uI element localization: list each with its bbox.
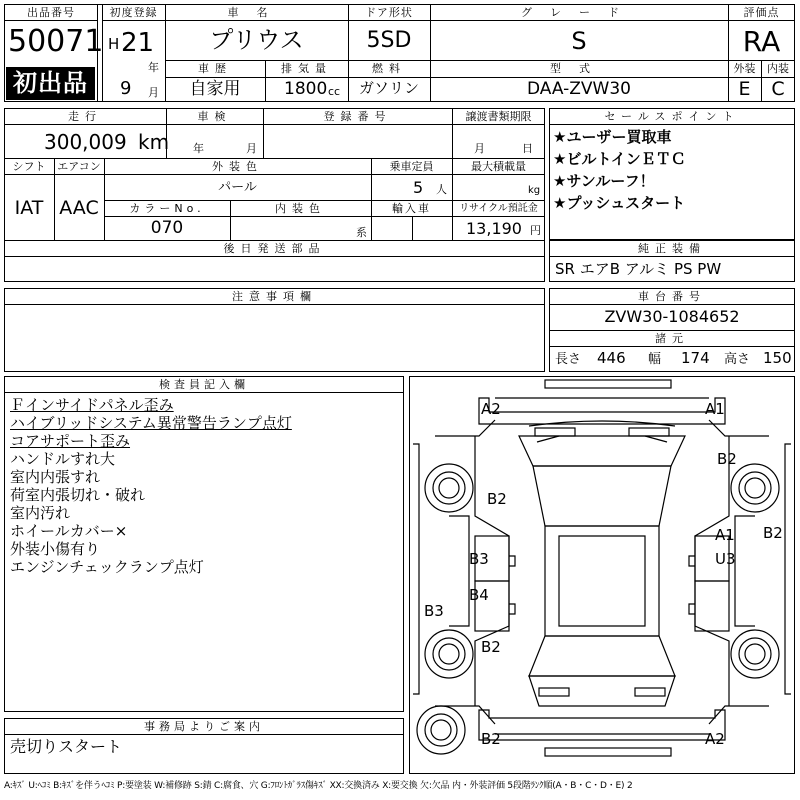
sales-points-label: セールスポイント xyxy=(604,110,740,123)
lot-number: 50071 xyxy=(8,24,104,59)
displacement-unit: cc xyxy=(328,85,341,98)
mark-rear-bumper-right: A2 xyxy=(705,730,725,748)
exterior-value: E xyxy=(738,78,751,100)
color-no-value: 070 xyxy=(150,218,184,238)
reg-month: 9 xyxy=(120,78,132,99)
history-label: 車歴 xyxy=(198,62,232,75)
model-label: 型式 xyxy=(550,62,608,75)
inspector-note: コアサポート歪み xyxy=(10,432,131,450)
footer-legend: A:ｷｽﾞ U:ﾍｺﾐ B:ｷｽﾞを伴うﾍｺﾐ P:要塗装 W:補修跡 S:錆 C:腐食、穴 G:ﾌﾛﾝﾄｶﾞﾗｽ傷ｷｽﾞ XX:交換済み X:要交換 欠:欠品 内・外装評価 5段階ﾗﾝｸ順(A・B・C・D・E) 2 xyxy=(4,781,633,791)
grade-value: S xyxy=(571,27,587,55)
reg-year: 21 xyxy=(121,28,155,58)
mark-trunk: B2 xyxy=(481,638,501,656)
fuel-label: 燃料 xyxy=(372,62,406,75)
first-reg-label: 初度登録 xyxy=(109,6,158,19)
chassis-label: 車台番号 xyxy=(638,290,706,303)
grade-label: グレード xyxy=(521,6,637,19)
mark-hood: B2 xyxy=(487,490,507,508)
score-value: RA xyxy=(742,25,781,58)
inspection-label: 車検 xyxy=(197,110,232,123)
inspector-note: 荷室内張切れ・破れ xyxy=(10,486,146,504)
recycle-unit: 円 xyxy=(530,224,541,237)
model-value: DAA-ZVW30 xyxy=(526,79,631,99)
inspector-note: 室内内張すれ xyxy=(10,468,101,486)
displacement-value: 1800 xyxy=(284,79,328,99)
mark-rear-bumper-left: B2 xyxy=(481,730,501,748)
fuel-value: ガソリン xyxy=(358,79,419,97)
shift-label: シフト xyxy=(12,160,46,173)
month-unit: 月 xyxy=(148,86,159,99)
inspector-note: エンジンチェックランプ点灯 xyxy=(10,558,204,576)
inspector-note: ホイールカバー× xyxy=(10,522,128,540)
capacity-label: 乗車定員 xyxy=(389,160,434,173)
later-parts-label: 後日発送部品 xyxy=(223,242,326,255)
mileage-value: 300,009 xyxy=(44,130,127,154)
chassis-value: ZVW30-1084652 xyxy=(604,307,740,326)
car-diagram xyxy=(409,376,795,774)
height-value: 150 xyxy=(763,349,792,367)
interior-value: C xyxy=(771,78,785,100)
era: H xyxy=(108,35,120,53)
length-label: 長さ xyxy=(555,352,582,367)
load-label: 最大積載量 xyxy=(471,160,526,173)
sales-point-item: ★ユーザー買取車 xyxy=(553,128,672,146)
mileage-label: 走行 xyxy=(68,110,102,123)
color-label: 外装色 xyxy=(212,160,263,173)
mark-left-side-panel: B3 xyxy=(424,602,444,620)
year-unit: 年 xyxy=(148,61,159,74)
sales-points-list xyxy=(553,130,793,218)
office-label: 事務局よりご案内 xyxy=(144,720,264,733)
mark-front-bumper-right: A1 xyxy=(705,400,725,418)
mark-right-doors-a: A1 xyxy=(715,526,735,544)
ac-value: AAC xyxy=(59,197,99,219)
inspector-notes xyxy=(10,396,400,576)
color-value: パール xyxy=(218,180,257,195)
capacity-value: 5 xyxy=(413,178,424,197)
int-color-label: 内装色 xyxy=(275,202,326,215)
load-unit: kg xyxy=(528,185,541,196)
inspector-note: 室内汚れ xyxy=(10,504,71,522)
transfer-day-unit: 日 xyxy=(522,142,533,155)
inspection-year-unit: 年 xyxy=(193,142,204,155)
height-label: 高さ xyxy=(724,352,751,367)
history-value: 自家用 xyxy=(189,79,241,99)
reg-no-label: 登録番号 xyxy=(323,110,392,123)
sales-point-item: ★ビルトインＥＴＣ xyxy=(553,150,686,168)
inspector-note: ハイブリッドシステム異常警告ランプ点灯 xyxy=(10,414,292,432)
mark-front-bumper-left: A2 xyxy=(481,400,501,418)
mark-left-rear-door: B4 xyxy=(469,586,489,604)
dims-label: 諸元 xyxy=(655,332,689,345)
door-value: 5SD xyxy=(366,28,412,53)
shift-value: IAT xyxy=(14,197,44,219)
inspector-note: 外装小傷有り xyxy=(10,540,101,558)
recycle-label: リサイクル預託金 xyxy=(459,203,538,214)
mark-left-front-door: B3 xyxy=(469,550,489,568)
width-label: 幅 xyxy=(648,352,662,367)
transfer-label: 譲渡書類期限 xyxy=(465,110,532,123)
mark-right-front-fender: B2 xyxy=(717,450,737,468)
car-name-label: 車名 xyxy=(227,6,286,19)
equipment-value: SR エアB アルミ PS PW xyxy=(555,260,722,278)
mark-right-side-panel: B2 xyxy=(763,524,783,542)
ac-label: エアコン xyxy=(57,160,101,173)
length-value: 446 xyxy=(597,349,626,367)
transfer-month-unit: 月 xyxy=(474,142,485,155)
office-value: 売切りスタート xyxy=(10,737,123,756)
inspector-label: 検査員記入欄 xyxy=(159,378,249,391)
first-listing-label: 初出品 xyxy=(13,69,88,97)
mileage-unit: km xyxy=(138,130,170,154)
inspection-month-unit: 月 xyxy=(246,142,257,155)
displacement-label: 排気量 xyxy=(281,62,332,75)
int-color-unit: 系 xyxy=(356,226,367,239)
import-label: 輸入車 xyxy=(392,202,431,215)
inspector-note: Ｆインサイドパネル歪み xyxy=(10,396,174,414)
score-label: 評価点 xyxy=(743,6,780,19)
interior-label: 内装 xyxy=(767,62,789,75)
caution-label: 注意事項欄 xyxy=(232,290,317,303)
sales-point-item: ★サンルーフ！ xyxy=(553,172,655,190)
car-name: プリウス xyxy=(209,26,304,54)
lot-number-label: 出品番号 xyxy=(27,6,75,19)
width-value: 174 xyxy=(681,349,710,367)
mark-right-doors-u: U3 xyxy=(715,550,736,568)
recycle-value: 13,190 xyxy=(466,219,522,238)
exterior-label: 外装 xyxy=(733,62,756,75)
equipment-label: 純正装備 xyxy=(638,242,706,255)
color-no-label: カラーNo. xyxy=(129,202,205,215)
door-label: ドア形状 xyxy=(365,6,413,19)
inspector-note: ハンドルすれ大 xyxy=(10,450,116,468)
capacity-unit: 人 xyxy=(436,183,447,196)
sales-point-item: ★プッシュスタート xyxy=(553,194,686,212)
